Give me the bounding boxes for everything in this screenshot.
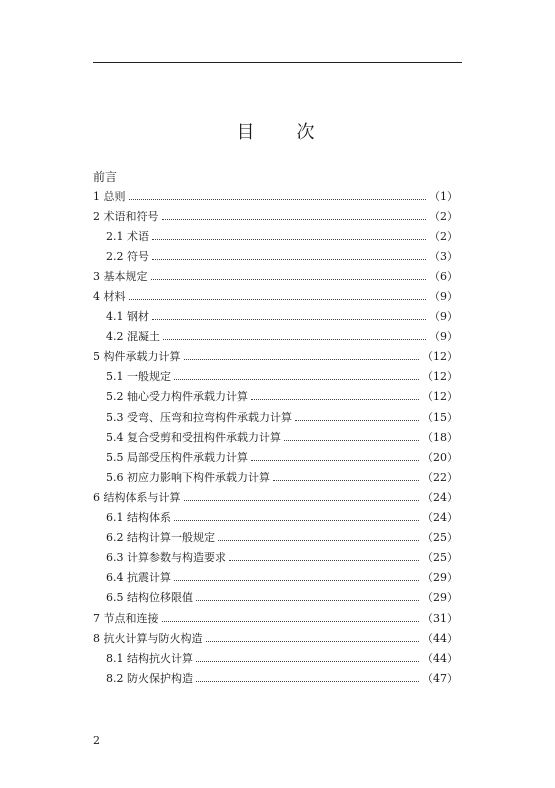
toc-entry-page: （25） — [422, 551, 458, 565]
toc-entry-page: （18） — [422, 430, 458, 444]
toc-entry[interactable] — [93, 568, 458, 588]
toc-entry[interactable] — [93, 487, 458, 507]
toc-entry-label: 7 节点和连接 — [93, 611, 159, 625]
toc-entry[interactable] — [93, 347, 458, 367]
toc-entry-page: （2） — [429, 229, 458, 243]
toc-entry[interactable] — [93, 286, 458, 306]
dot-leader — [196, 681, 419, 682]
dot-leader — [162, 621, 420, 622]
toc-entry[interactable] — [93, 588, 458, 608]
toc-entry[interactable] — [93, 668, 458, 688]
toc-list — [93, 186, 458, 688]
toc-entry[interactable] — [93, 528, 458, 548]
toc-entry-label: 5.4 复合受剪和受扭构件承载力计算 — [106, 430, 281, 444]
toc-entry-page: （22） — [422, 470, 458, 484]
dot-leader — [163, 339, 426, 340]
toc-entry-page: （6） — [429, 269, 458, 283]
toc-entry[interactable] — [93, 508, 458, 528]
dot-leader — [184, 500, 420, 501]
toc-entry[interactable] — [93, 407, 458, 427]
toc-entry-label: 5.2 轴心受力构件承载力计算 — [106, 390, 248, 404]
dot-leader — [284, 440, 419, 441]
toc-entry[interactable] — [93, 367, 458, 387]
toc-entry-page: （12） — [422, 370, 458, 384]
toc-entry[interactable] — [93, 266, 458, 286]
toc-entry[interactable] — [93, 548, 458, 568]
dot-leader — [218, 540, 419, 541]
dot-leader — [129, 199, 427, 200]
toc-entry-page: （24） — [422, 490, 458, 504]
toc-entry-page: （29） — [422, 571, 458, 585]
toc-entry-label: 4 材料 — [93, 290, 126, 304]
toc-entry-page: （3） — [429, 249, 458, 263]
toc-entry-label: 6.4 抗震计算 — [106, 571, 171, 585]
toc-entry[interactable] — [93, 186, 458, 206]
toc-entry-page: （29） — [422, 591, 458, 605]
toc-entry[interactable] — [93, 427, 458, 447]
toc-entry-label: 8.2 防火保护构造 — [106, 671, 193, 685]
dot-leader — [206, 641, 420, 642]
dot-leader — [184, 359, 420, 360]
dot-leader — [229, 560, 419, 561]
toc-entry-label: 6 结构体系与计算 — [93, 490, 181, 504]
toc-entry-page: （12） — [422, 350, 458, 364]
toc-entry-page: （47） — [422, 671, 458, 685]
toc-entry-page: （15） — [422, 410, 458, 424]
toc-title: 目 次 — [236, 122, 327, 143]
dot-leader — [152, 239, 426, 240]
toc-entry[interactable] — [93, 226, 458, 246]
toc-entry-label: 2.1 术语 — [106, 229, 149, 243]
toc-entry-label: 6.3 计算参数与构造要求 — [106, 551, 226, 565]
dot-leader — [174, 379, 419, 380]
toc-entry-page: （9） — [429, 310, 458, 324]
dot-leader — [174, 520, 419, 521]
toc-entry[interactable] — [93, 648, 458, 668]
toc-entry-label: 5.5 局部受压构件承载力计算 — [106, 450, 248, 464]
toc-entry-label: 5.6 初应力影响下构件承载力计算 — [106, 470, 270, 484]
dot-leader — [129, 299, 427, 300]
toc-entry-label: 4.1 钢材 — [106, 310, 149, 324]
toc-preface: 前言 — [93, 170, 118, 184]
toc-entry-label: 6.2 结构计算一般规定 — [106, 531, 215, 545]
toc-entry-page: （9） — [429, 290, 458, 304]
dot-leader — [152, 319, 426, 320]
toc-entry-label: 2 术语和符号 — [93, 209, 159, 223]
header-rule — [93, 62, 462, 63]
toc-entry-label: 5.3 受弯、压弯和拉弯构件承载力计算 — [106, 410, 292, 424]
toc-entry[interactable] — [93, 628, 458, 648]
dot-leader — [251, 460, 419, 461]
dot-leader — [162, 219, 427, 220]
toc-entry-label: 2.2 符号 — [106, 249, 149, 263]
toc-entry[interactable] — [93, 387, 458, 407]
toc-entry-label: 5 构件承载力计算 — [93, 350, 181, 364]
dot-leader — [174, 580, 419, 581]
toc-entry-label: 6.5 结构位移限值 — [106, 591, 193, 605]
toc-entry-page: （44） — [422, 651, 458, 665]
toc-entry-page: （12） — [422, 390, 458, 404]
toc-entry[interactable] — [93, 327, 458, 347]
toc-entry-label: 1 总则 — [93, 189, 126, 203]
toc-entry-label: 4.2 混凝土 — [106, 330, 160, 344]
toc-entry-label: 5.1 一般规定 — [106, 370, 171, 384]
toc-entry[interactable] — [93, 467, 458, 487]
toc-entry[interactable] — [93, 246, 458, 266]
toc-entry-page: （24） — [422, 511, 458, 525]
dot-leader — [295, 420, 419, 421]
toc-entry-page: （25） — [422, 531, 458, 545]
toc-entry-page: （2） — [429, 209, 458, 223]
dot-leader — [196, 661, 419, 662]
toc-entry-label: 8.1 结构抗火计算 — [106, 651, 193, 665]
dot-leader — [273, 480, 419, 481]
dot-leader — [152, 259, 426, 260]
toc-entry[interactable] — [93, 447, 458, 467]
toc-entry[interactable] — [93, 307, 458, 327]
toc-entry-page: （20） — [422, 450, 458, 464]
toc-entry-page: （44） — [422, 631, 458, 645]
toc-entry-page: （31） — [422, 611, 458, 625]
dot-leader — [196, 600, 419, 601]
toc-entry[interactable] — [93, 608, 458, 628]
dot-leader — [251, 399, 419, 400]
toc-entry-page: （1） — [429, 189, 458, 203]
toc-entry-label: 3 基本规定 — [93, 269, 148, 283]
toc-entry[interactable] — [93, 206, 458, 226]
page-number: 2 — [93, 734, 100, 747]
toc-entry-label: 8 抗火计算与防火构造 — [93, 631, 203, 645]
toc-entry-page: （9） — [429, 330, 458, 344]
toc-entry-label: 6.1 结构体系 — [106, 511, 171, 525]
dot-leader — [151, 279, 427, 280]
